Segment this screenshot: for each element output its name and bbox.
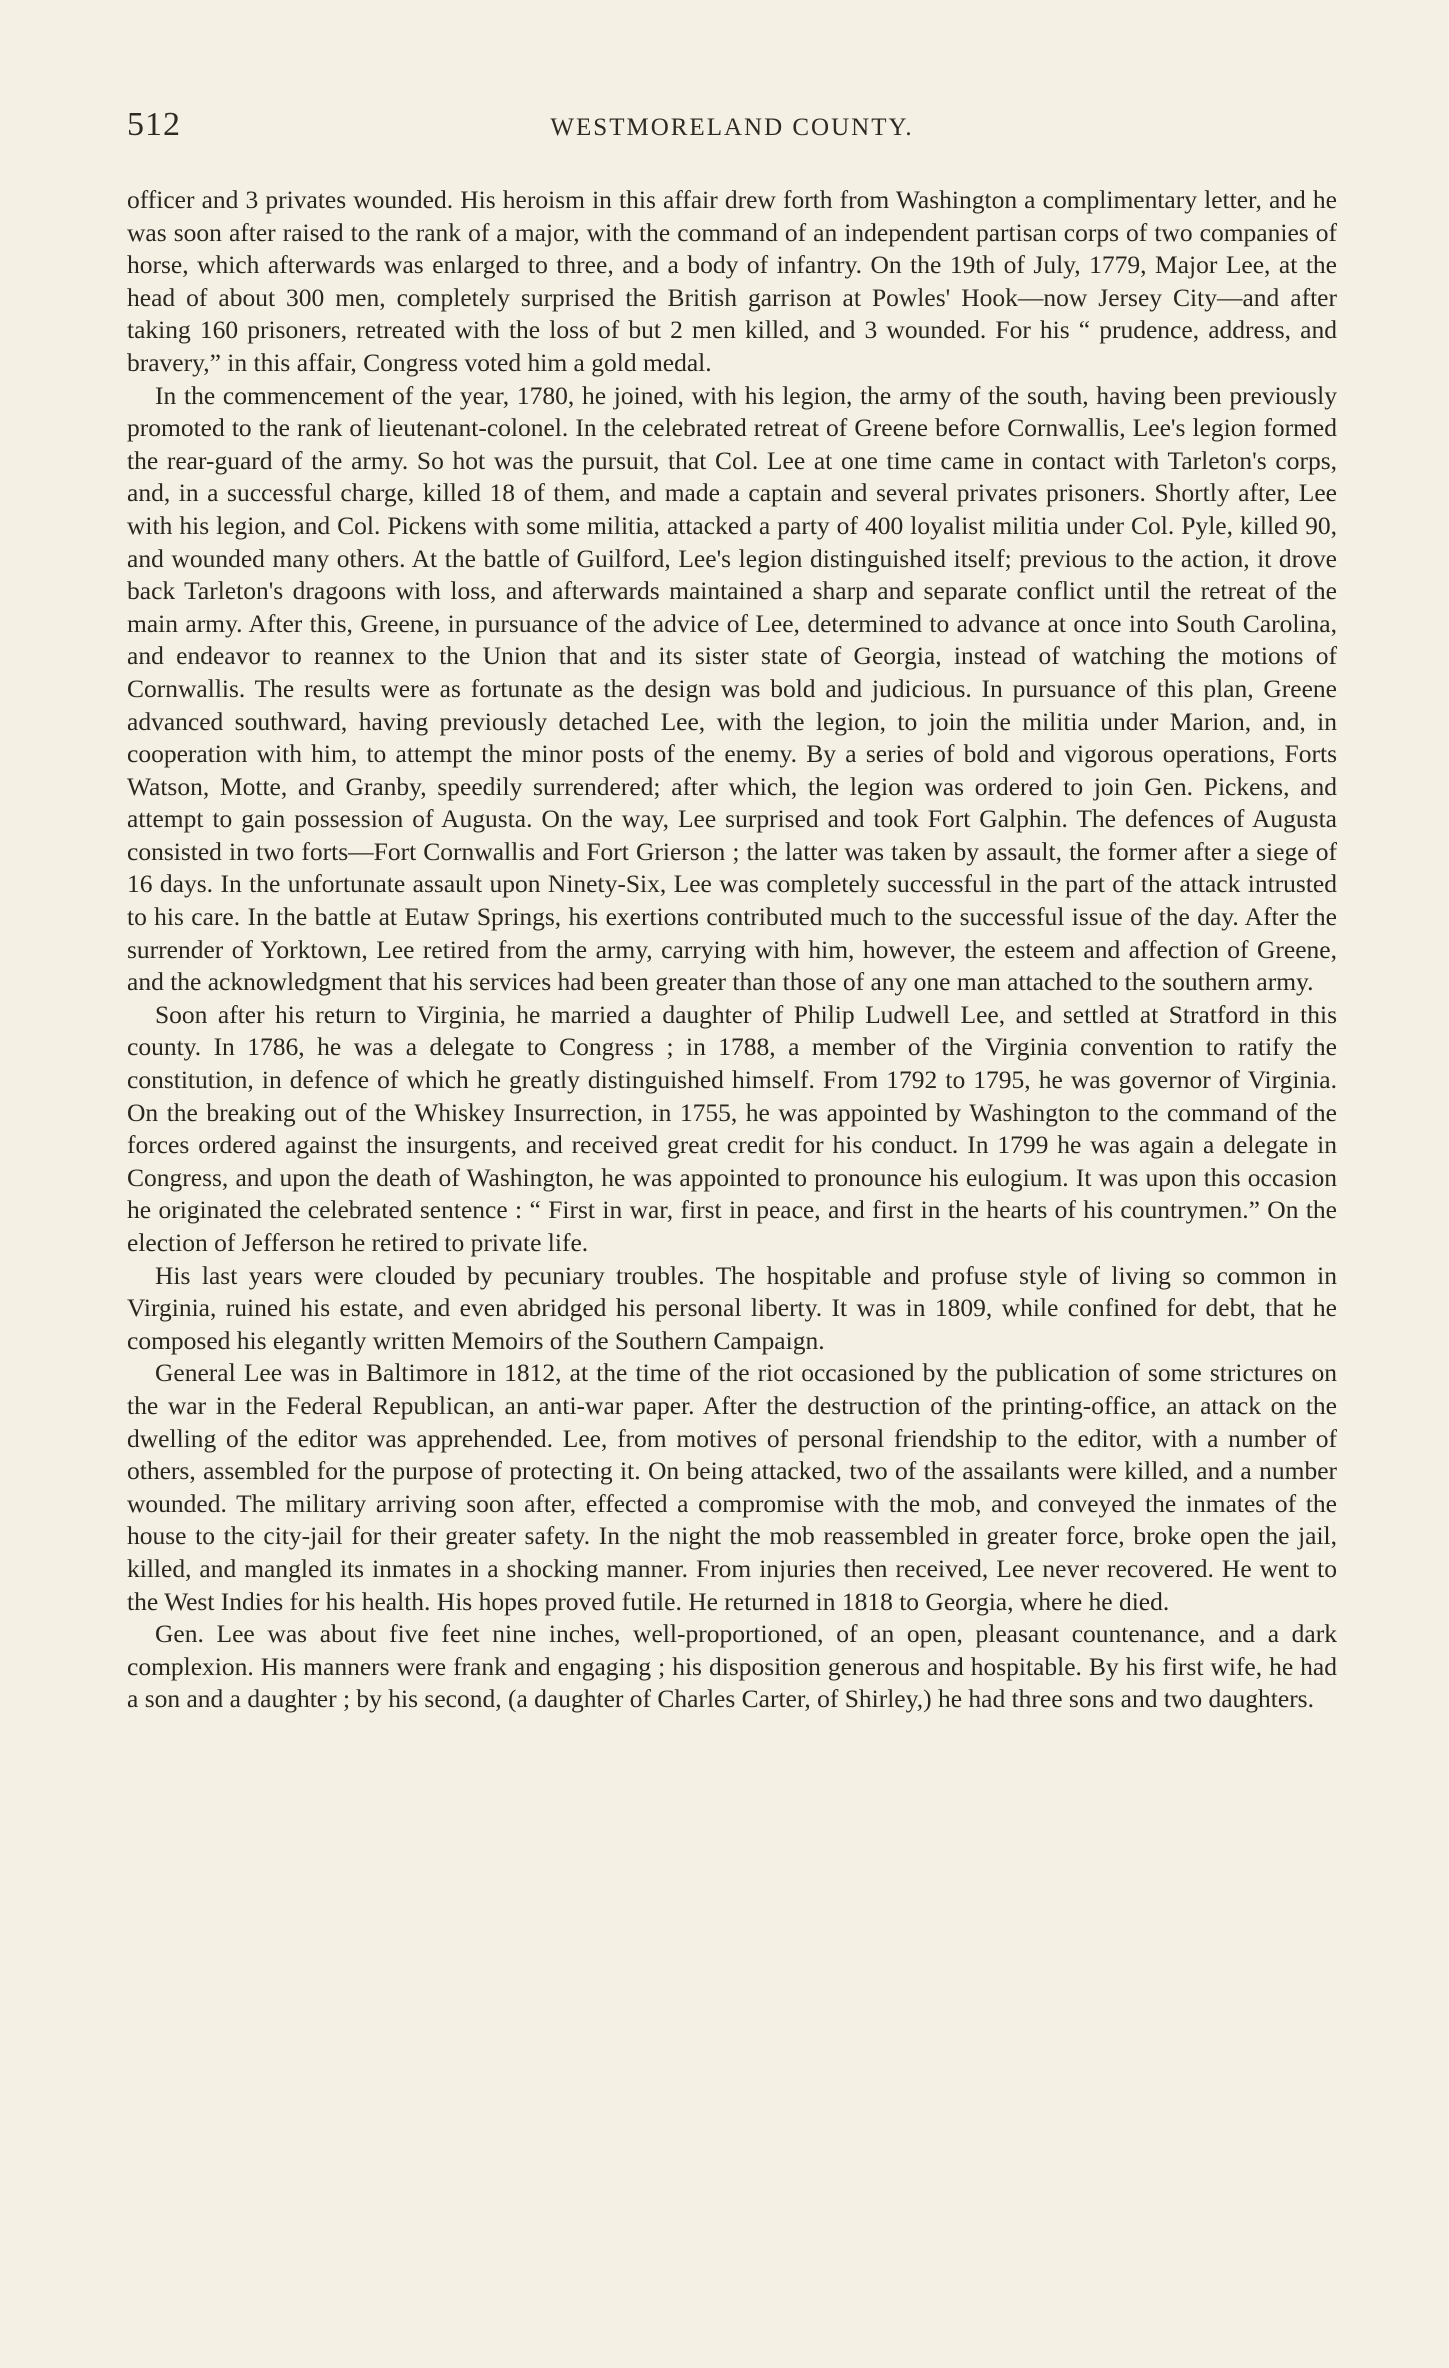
paragraph-3: Soon after his return to Virginia, he married a daughter of Philip Ludwell Lee, and settled at Stratford in this county. In 1786, he was a delegate to Congress ; in 1788, a member of the Virginia convention to ratify the constitution, in defence of which he greatly distinguished himself. From 1792 to 1795, he was governor of Virginia. On the breaking out of the Whiskey Insurrection, in 1755, he was appointed by Washington to the command of the forces ordered against the insurgents, and received great credit for his conduct. In 1799 he was again a delegate in Congress, and upon the death of Washington, he was appointed to pronounce his eulogium. It was upon this occasion he originated the celebrated sentence : “ First in war, first in peace, and first in the hearts of his countrymen.” On the election of Jefferson he retired to private life. [127,999,1337,1257]
paragraph-4: His last years were clouded by pecuniary troubles. The hospitable and profuse style of living so common in Virginia, ruined his estate, and even abridged his personal liberty. It was in 1809, while confined for debt, that he composed his elegantly written Memoirs of the Southern Campaign. [127,1260,1337,1355]
paragraph-5: General Lee was in Baltimore in 1812, at the time of the riot occasioned by the publication of some strictures on the war in the Federal Republican, an anti-war paper. After the destruction of the printing-office, an attack on the dwelling of the editor was apprehended. Lee, from motives of personal friendship to the editor, with a number of others, assembled for the purpose of protecting it. On being attacked, two of the assailants were killed, and a number wounded. The military arriving soon after, effected a compromise with the mob, and conveyed the inmates of the house to the city-jail for their greater safety. In the night the mob reassembled in greater force, broke open the jail, killed, and mangled its inmates in a shocking manner. From injuries then received, Lee never recovered. He went to the West Indies for his health. His hopes proved futile. He returned in 1818 to Georgia, where he died. [127,1358,1337,1616]
paragraph-6: Gen. Lee was about five feet nine inches, well-proportioned, of an open, pleasant countenance, and a dark complexion. His manners were frank and engaging ; his disposition generous and hospitable. By his first wife, he had a son and a daughter ; by his second, (a daughter of Charles Carter, of Shirley,) he had three sons and two daughters. [127,1619,1337,1714]
page-header [127,106,1337,150]
running-head: WESTMORELAND COUNTY. [550,114,914,141]
body-text [127,184,1337,1716]
paragraph-1: officer and 3 privates wounded. His heroism in this affair drew forth from Washington a complimentary letter, and he was soon after raised to the rank of a major, with the command of an independent partisan corps of two companies of horse, which afterwards was enlarged to three, and a body of infantry. On the 19th of July, 1779, Major Lee, at the head of about 300 men, completely surprised the British garrison at Powles' Hook—now Jersey City—and after taking 160 prisoners, retreated with the loss of but 2 men killed, and 3 wounded. For his “ prudence, address, and bravery,” in this affair, Congress voted him a gold medal. [127,185,1337,377]
page-number: 512 [127,106,181,143]
paragraph-2: In the commencement of the year, 1780, he joined, with his legion, the army of the south, having been previously promoted to the rank of lieutenant-colonel. In the celebrated retreat of Greene before Cornwallis, Lee's legion formed the rear-guard of the army. So hot was the pursuit, that Col. Lee at one time came in contact with Tarleton's corps, and, in a successful charge, killed 18 of them, and made a captain and several privates prisoners. Shortly after, Lee with his legion, and Col. Pickens with some militia, attacked a party of 400 loyalist militia under Col. Pyle, killed 90, and wounded many others. At the battle of Guilford, Lee's legion distinguished itself; previous to the action, it drove back Tarleton's dragoons with loss, and afterwards maintained a sharp and separate conflict until the retreat of the main army. After this, Greene, in pursuance of the advice of Lee, determined to advance at once into South Carolina, and endeavor to reannex to the Union that and its sister state of Georgia, instead of watching the motions of Cornwallis. The results were as fortunate as the design was bold and judicious. In pursuance of this plan, Greene advanced southward, having previously detached Lee, with the legion, to join the militia under Marion, and, in cooperation with him, to attempt the minor posts of the enemy. By a series of bold and vigorous operations, Forts Watson, Motte, and Granby, speedily surrendered; after which, the legion was ordered to join Gen. Pickens, and attempt to gain possession of Augusta. On the way, Lee surprised and took Fort Galphin. The defences of Augusta consisted in two forts—Fort Cornwallis and Fort Grierson ; the latter was taken by assault, the former after a siege of 16 days. In the unfortunate assault upon Ninety-Six, Lee was completely successful in the part of the attack intrusted to his care. In the battle at Eutaw Springs, his exertions contributed much to the successful issue of the day. After the surrender of Yorktown, Lee retired from the army, carrying with him, however, the esteem and affection of Greene, and the acknowledgment that his services had been greater than those of any one man attached to the southern army. [127,380,1337,997]
